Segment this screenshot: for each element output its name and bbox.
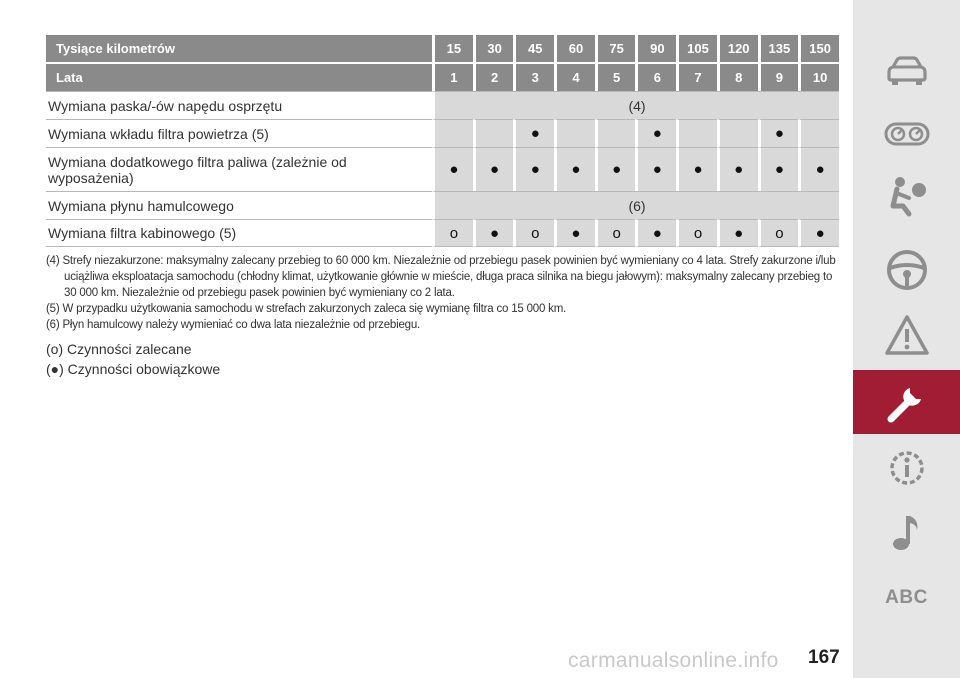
car-icon [883,48,931,96]
watermark: carmanualsonline.info [568,649,779,672]
dashboard-gauges-icon [883,110,931,158]
row-cell [554,119,595,147]
steering-wheel-icon [883,246,931,294]
row-cell: ● [758,119,799,147]
row-label: Wymiana paska/-ów napędu osprzętu [46,91,432,119]
row-cell [432,119,473,147]
footnote-5: (5) W przypadku użytkowania samochodu w strefach zakurzonych zaleca się wymianę filtra co 15 000 km. [46,303,567,315]
maintenance-schedule [46,35,839,379]
row-cell: ● [554,219,595,247]
row-cell: o [595,219,636,247]
row-label: Wymiana płynu hamulcowego [46,191,432,219]
km-header-cell: 90 [635,35,676,64]
row-cell: o [758,219,799,247]
years-header-cell: 4 [554,64,595,91]
row-label: Wymiana wkładu filtra powietrza (5) [46,119,432,147]
row-cell: ● [798,219,839,247]
airbag-seat-icon [883,172,931,220]
row-cell [473,119,514,147]
row-cell [595,119,636,147]
sidebar-item-emergency[interactable] [853,304,960,368]
row-cell [676,119,717,147]
row-cell: ● [554,147,595,191]
km-header-cell: 15 [432,35,473,64]
row-cell: ● [513,119,554,147]
row-cell: ● [758,147,799,191]
row-cell: ● [717,147,758,191]
footnote-6: (6) Płyn hamulcowy należy wymieniać co dwa lata niezależnie od przebiegu. [46,319,421,331]
km-header-cell: 105 [676,35,717,64]
row-cell [717,119,758,147]
row-cell: ● [798,147,839,191]
km-header-cell: 150 [798,35,839,64]
row-cell: o [513,219,554,247]
years-header-cell: 7 [676,64,717,91]
row-cell: ● [635,219,676,247]
km-header-row [46,35,839,64]
row-cell: ● [717,219,758,247]
legend-mandatory: (●) Czynności obowiązkowe [46,361,221,377]
row-cell: o [432,219,473,247]
maintenance-table [46,35,839,247]
km-header-cell: 120 [717,35,758,64]
row-cell: o [676,219,717,247]
row-label: Wymiana dodatkowego filtra paliwa (zależnie od wyposażenia) [46,147,432,191]
sidebar-item-index[interactable] [853,566,960,630]
table-row [46,119,839,147]
abc-index-icon: ABC [885,587,928,608]
page-number: 167 [808,647,840,668]
warning-triangle-icon [883,312,931,360]
years-header-cell: 1 [432,64,473,91]
legend [46,339,839,379]
row-cell: ● [635,119,676,147]
row-span-note: (4) [432,91,839,119]
years-header-cell: 10 [798,64,839,91]
km-header-cell: 75 [595,35,636,64]
row-cell: ● [595,147,636,191]
row-cell: ● [635,147,676,191]
row-cell: ● [432,147,473,191]
years-header-cell: 5 [595,64,636,91]
chapter-sidebar [853,0,960,678]
years-header-row [46,64,839,91]
years-header-cell: 8 [717,64,758,91]
table-row [46,219,839,247]
row-span-note: (6) [432,191,839,219]
years-header-cell: 3 [513,64,554,91]
sidebar-item-car[interactable] [853,40,960,104]
km-header-cell: 135 [758,35,799,64]
row-cell [798,119,839,147]
sidebar-item-dashboard[interactable] [853,102,960,166]
years-header-cell: 6 [635,64,676,91]
row-cell: ● [676,147,717,191]
sidebar-item-driving[interactable] [853,238,960,302]
wrench-icon [883,378,931,426]
table-row [46,191,839,219]
legend-recommended: (o) Czynności zalecane [46,341,192,357]
sidebar-item-safety[interactable] [853,164,960,228]
km-header-cell: 60 [554,35,595,64]
years-header-cell: 2 [473,64,514,91]
table-row [46,91,839,119]
footnotes [46,253,839,333]
sidebar-item-multimedia[interactable] [853,500,960,564]
row-cell: ● [513,147,554,191]
row-label: Wymiana filtra kabinowego (5) [46,219,432,247]
row-cell: ● [473,219,514,247]
km-header-cell: 45 [513,35,554,64]
years-header-label: Lata [46,64,432,91]
years-header-cell: 9 [758,64,799,91]
row-cell: ● [473,147,514,191]
km-header-label: Tysiące kilometrów [46,35,432,64]
table-row [46,147,839,191]
music-note-icon [883,508,931,556]
km-header-cell: 30 [473,35,514,64]
sidebar-item-technical-data[interactable] [853,436,960,500]
info-gear-icon [883,444,931,492]
footnote-4: (4) Strefy niezakurzone: maksymalny zalecany przebieg to 60 000 km. Niezależnie od przebiegu pasek powinien być wymieniany co 4 lata. Strefy zakurzone i/lub uciążliwa eksploatacja samochodu (chłodny klimat, użytkowanie głównie w mieście, długa praca silnika na biegu jałowym): maksymalny zalecany przebieg to 30 000 km. Niezależnie od przebiegu pasek powinien być wymieniany co 2 lata. [46,255,836,299]
sidebar-item-maintenance[interactable] [853,370,960,434]
